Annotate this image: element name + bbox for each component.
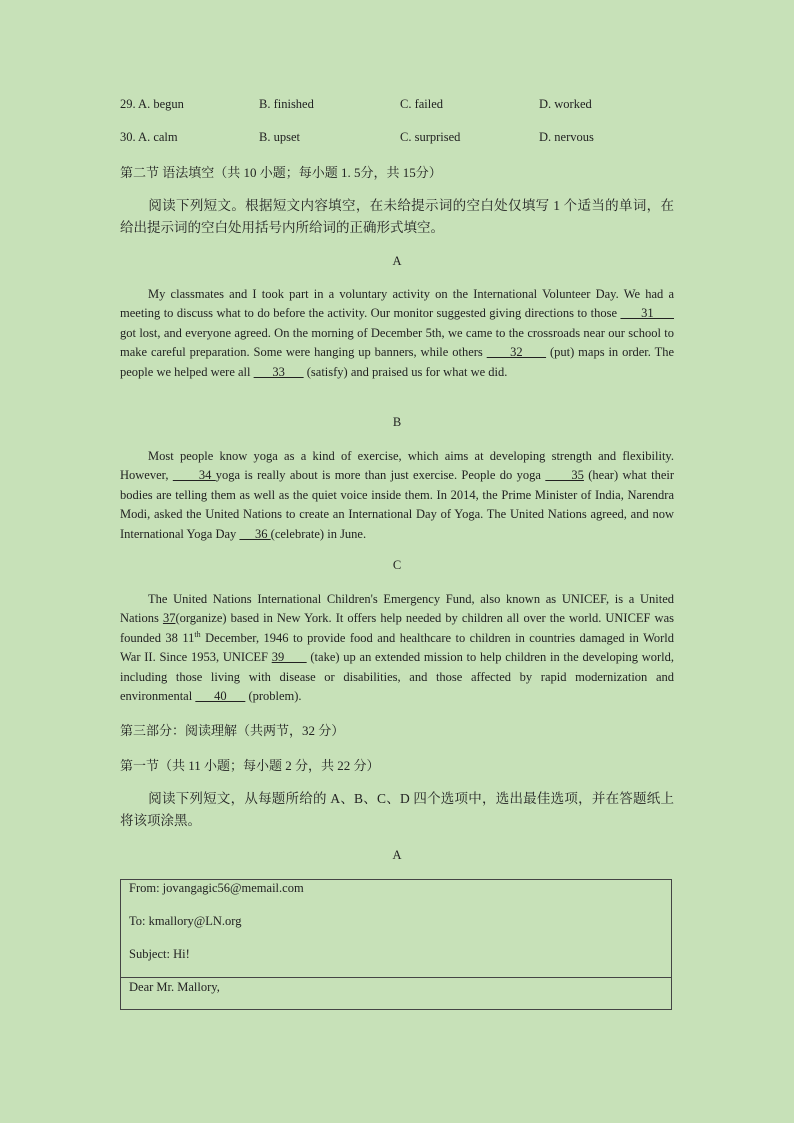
- blank-37[interactable]: 37: [162, 611, 176, 626]
- passage-a-text-2: got lost, and everyone agreed. On the morning of December 5th, we came to the crossroads near our school to make careful preparation. Some were hanging up banners, while others: [120, 325, 674, 360]
- section1-title: 第一节（共 11 小题；每小题 2 分，共 22 分）: [120, 758, 380, 773]
- section2-instructions-text: 阅读下列短文。根据短文内容填空，在未给提示词的空白处仅填写 1 个适当的单词，在给出提示词的空白处用括号内所给词的正确形式填空。: [120, 198, 674, 235]
- passage-b: [120, 447, 674, 544]
- passage-c-text-2: (organize) based in New York. It offers help needed by children all over the world. UNICEF was founded 38 11: [120, 611, 674, 645]
- passage-c: [120, 590, 674, 706]
- email-subject: Subject: Hi!: [129, 947, 190, 961]
- section1-instructions: [120, 788, 674, 832]
- passage-c-text-3: December, 1946 to provide food and healthcare to children in countries damaged in World War II. Since 1953, UNICEF: [120, 630, 675, 665]
- blank-31[interactable]: 31: [620, 306, 674, 321]
- passage-b-label: B: [392, 415, 402, 429]
- superscript-th: th: [194, 629, 201, 639]
- reading-a-label: A: [392, 848, 402, 862]
- blank-36[interactable]: 36: [239, 526, 271, 541]
- email-greeting: Dear Mr. Mallory,: [129, 980, 220, 994]
- email-divider: [121, 977, 671, 978]
- q30-option-d: D. nervous: [539, 130, 594, 144]
- passage-c-text-4: (take) up an extended mission to help children in the developing world, including those living with disease or disabilities, and those affected by rapid modernization and environmental: [120, 650, 675, 704]
- blank-33[interactable]: 33: [253, 364, 304, 379]
- question-29-options: [120, 97, 680, 113]
- email-from: From: jovangagic56@memail.com: [129, 881, 304, 895]
- passage-b-text-2: yoga is really about is more than just exercise. People do yoga: [215, 468, 546, 483]
- q30-option-c: C. surprised: [400, 130, 461, 144]
- passage-a-label: A: [392, 254, 402, 268]
- passage-b-text-1: Most people know yoga as a kind of exercise, which aims at developing strength and flexibility. However,: [120, 449, 674, 483]
- blank-32[interactable]: 32: [486, 345, 547, 360]
- passage-a-text-1: My classmates and I took part in a voluntary activity on the International Volunteer Day. We had a meeting to discuss what to do before the activity. Our monitor suggested giving directions to those: [120, 287, 674, 321]
- blank-39[interactable]: 39: [271, 650, 307, 665]
- passage-a-text-3: (put) maps in order. The people we helped were all: [120, 345, 675, 379]
- passage-a-text-4: (satisfy) and praised us for what we did.: [303, 364, 508, 379]
- passage-c-label: C: [392, 558, 402, 572]
- passage-c-text-1: The United Nations International Children's Emergency Fund, also known as UNICEF, is a United Nations: [120, 592, 674, 626]
- section1-instructions-text: 阅读下列短文，从每题所给的 A、B、C、D 四个选项中，选出最佳选项，并在答题纸上将该项涂黑。: [120, 791, 674, 828]
- blank-35[interactable]: 35: [545, 468, 584, 483]
- q29-option-a: 29. A. begun: [120, 97, 184, 111]
- q30-option-a: 30. A. calm: [120, 130, 178, 144]
- question-30-options: [120, 130, 680, 146]
- blank-34[interactable]: 34: [172, 468, 216, 483]
- section2-instructions: [120, 195, 674, 239]
- passage-c-text-5: (problem).: [245, 689, 302, 704]
- q29-option-c: C. failed: [400, 97, 444, 111]
- blank-40[interactable]: 40: [195, 689, 246, 704]
- q29-option-b: B. finished: [259, 97, 314, 111]
- part3-title: 第三部分：阅读理解（共两节，32 分）: [120, 723, 345, 738]
- passage-a: [120, 285, 674, 382]
- passage-b-text-3: (hear) what their bodies are telling them as well as the quiet voice inside them. In 2014, the Prime Minister of India, Narendra Modi, asked the United Nations to create an International Day of Yoga. The United Nations agreed, and now International Yoga Day: [120, 468, 675, 541]
- passage-b-text-4: (celebrate) in June.: [270, 526, 367, 541]
- email-to: To: kmallory@LN.org: [129, 914, 242, 928]
- email-box: [120, 879, 672, 1010]
- q29-option-d: D. worked: [539, 97, 592, 111]
- q30-option-b: B. upset: [259, 130, 300, 144]
- section2-title: 第二节 语法填空（共 10 小题；每小题 1. 5分，共 15分）: [120, 165, 442, 180]
